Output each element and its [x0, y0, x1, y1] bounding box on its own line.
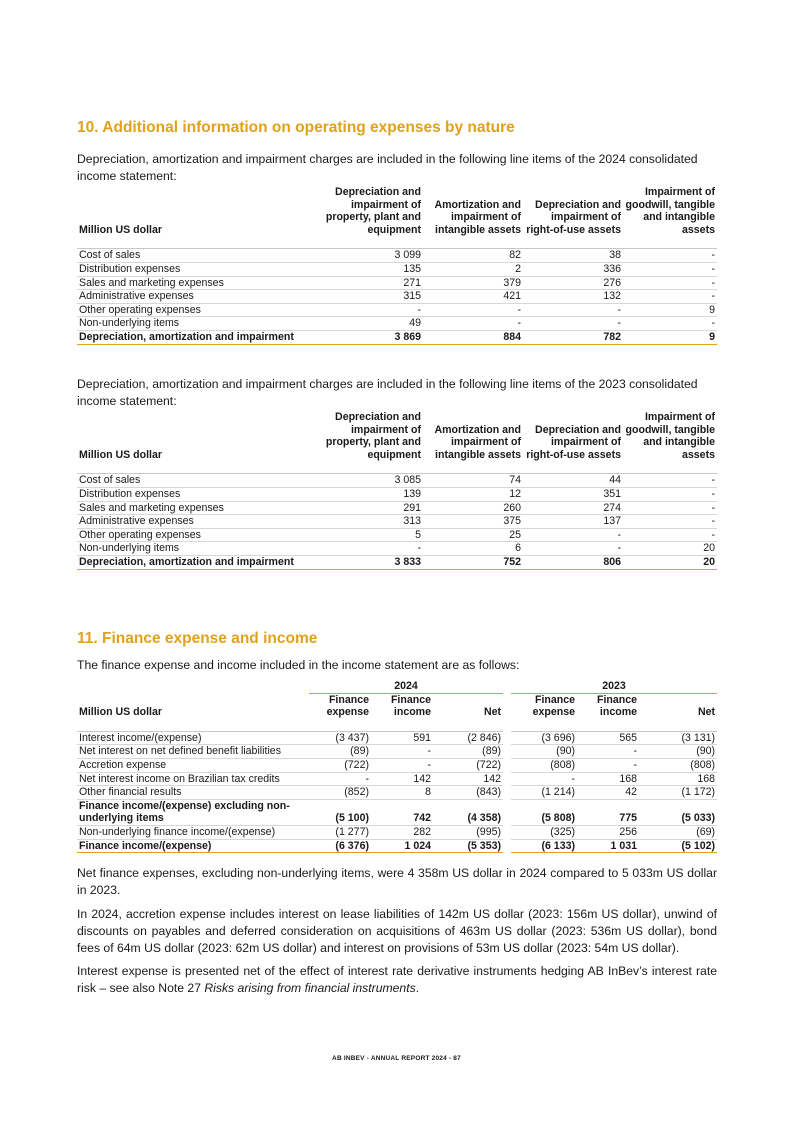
row-label: Non-underlying items: [77, 542, 303, 556]
row-label: Administrative expenses: [77, 290, 303, 304]
year-header-2023: 2023: [511, 680, 717, 693]
row-label: Non-underlying items: [77, 317, 303, 331]
finance-paragraph-1: Net finance expenses, excluding non-underlying items, were 4 358m US dollar in 2024 compared to 5 033m US dollar in 2023.: [77, 866, 717, 897]
row-label: Finance income/(expense) excluding non-underlying items: [77, 799, 309, 825]
total-label: Depreciation, amortization and impairment: [77, 330, 303, 344]
cell-value: (995): [433, 825, 503, 839]
cell-value: -: [623, 249, 717, 263]
cell-value: 132: [523, 290, 623, 304]
cell-value: (3 131): [639, 731, 717, 745]
total-value: 20: [623, 555, 717, 569]
row-label: Interest income/(expense): [77, 731, 309, 745]
cell-value: 351: [523, 487, 623, 501]
cell-value: 74: [423, 474, 523, 488]
cell-value: 1 031: [577, 839, 639, 853]
col-header-label: Million US dollar: [79, 448, 162, 461]
cell-value: 375: [423, 515, 523, 529]
cell-value: -: [303, 303, 423, 317]
table-row: [77, 745, 717, 759]
col-header-rou: Depreciation and impairment of right-of-use assets: [526, 198, 621, 236]
cell-value: 276: [523, 276, 623, 290]
col-header-rou: Depreciation and impairment of right-of-use assets: [526, 423, 621, 461]
table-row: [77, 501, 717, 515]
cell-value: -: [623, 474, 717, 488]
row-label: Non-underlying finance income/(expense): [77, 825, 309, 839]
cell-value: (722): [433, 758, 503, 772]
col-header-goodwill: Impairment of goodwill, tangible and intangible assets: [625, 186, 715, 236]
cell-value: -: [511, 772, 577, 786]
col-header-ppe: Depreciation and impairment of property, plant and equipment: [325, 186, 421, 236]
cell-value: -: [623, 528, 717, 542]
cell-value: 291: [303, 501, 423, 515]
cell-value: 5: [303, 528, 423, 542]
row-label: Other operating expenses: [77, 303, 303, 317]
row-label: Cost of sales: [77, 249, 303, 263]
col-header-label: Million US dollar: [79, 223, 162, 236]
col-header-net-2024: Net: [483, 706, 502, 719]
cell-value: -: [577, 745, 639, 759]
row-label: Distribution expenses: [77, 262, 303, 276]
cell-value: 315: [303, 290, 423, 304]
table-row: [77, 772, 717, 786]
cell-value: 775: [577, 799, 639, 825]
cell-value: 421: [423, 290, 523, 304]
cell-value: -: [523, 317, 623, 331]
row-label: Finance income/(expense): [77, 839, 309, 853]
cell-value: 260: [423, 501, 523, 515]
row-label: Accretion expense: [77, 758, 309, 772]
table-row: [77, 249, 717, 263]
cell-value: 256: [577, 825, 639, 839]
cell-value: (1 214): [511, 786, 577, 800]
cell-value: (89): [309, 745, 371, 759]
cell-value: 12: [423, 487, 523, 501]
table-row: [77, 474, 717, 488]
table-row: [77, 825, 717, 839]
cell-value: (808): [511, 758, 577, 772]
cell-value: (69): [639, 825, 717, 839]
table-row: [77, 786, 717, 800]
finance-table: [77, 680, 717, 853]
cell-value: (5 102): [639, 839, 717, 853]
table-row: [77, 758, 717, 772]
cell-value: 274: [523, 501, 623, 515]
table-body: [77, 463, 717, 569]
row-label: Administrative expenses: [77, 515, 303, 529]
cell-value: -: [623, 276, 717, 290]
cell-value: 82: [423, 249, 523, 263]
col-header-intangible: Amortization and impairment of intangible assets: [434, 423, 521, 461]
total-row: [77, 330, 717, 344]
cell-value: (3 696): [511, 731, 577, 745]
col-header-income-2024: Finance income: [390, 693, 431, 719]
cell-value: -: [423, 303, 523, 317]
depreciation-table-2023: [77, 411, 717, 570]
table-body: [77, 238, 717, 344]
cell-value: 142: [371, 772, 433, 786]
col-header-intangible: Amortization and impairment of intangible assets: [434, 198, 521, 236]
col-header-income-2023: Finance income: [596, 693, 638, 719]
cell-value: -: [523, 303, 623, 317]
cell-value: 9: [623, 303, 717, 317]
cell-value: 336: [523, 262, 623, 276]
cell-value: (5 353): [433, 839, 503, 853]
row-label: Other operating expenses: [77, 528, 303, 542]
total-value: 884: [423, 330, 523, 344]
intro-2024: Depreciation, amortization and impairment charges are included in the following line items of the 2024 consolidated income statement:: [77, 152, 698, 183]
table-row: [77, 303, 717, 317]
total-value: 3 833: [303, 555, 423, 569]
cell-value: 49: [303, 317, 423, 331]
row-label: Sales and marketing expenses: [77, 501, 303, 515]
row-label: Cost of sales: [77, 474, 303, 488]
cell-value: (5 033): [639, 799, 717, 825]
cell-value: (843): [433, 786, 503, 800]
total-value: 752: [423, 555, 523, 569]
finance-paragraph-3: [77, 963, 717, 997]
cell-value: (722): [309, 758, 371, 772]
row-label: Other financial results: [77, 786, 309, 800]
table-row: [77, 290, 717, 304]
paragraph-3-text: Interest expense is presented net of the effect of interest rate derivative instruments hedging AB InBev’s interest rate risk – see also Note 27: [77, 964, 717, 995]
cell-value: 271: [303, 276, 423, 290]
paragraph-3-end: .: [415, 981, 420, 995]
finance-paragraph-2: In 2024, accretion expense includes interest on lease liabilities of 142m US dollar (2023: 156m US dollar), unwind of discounts on payables and deferred consideration on acquisitions of 463m US dollar (2023: 536m US dollar), bond fees of 64m US dollar (2023: 62m US dollar) and interest on provisions of 53m US dollar (2023: 54m US dollar).: [77, 907, 717, 955]
cell-value: 135: [303, 262, 423, 276]
cell-value: 3 099: [303, 249, 423, 263]
note-reference: Risks arising from financial instruments: [204, 981, 416, 995]
cell-value: (3 437): [309, 731, 371, 745]
cell-value: (6 376): [309, 839, 371, 853]
cell-value: 313: [303, 515, 423, 529]
cell-value: 44: [523, 474, 623, 488]
page-footer: AB INBEV - ANNUAL REPORT 2024 - 87: [332, 1055, 461, 1062]
cell-value: 168: [577, 772, 639, 786]
total-value: 806: [523, 555, 623, 569]
cell-value: 2: [423, 262, 523, 276]
cell-value: -: [309, 772, 371, 786]
total-value: 3 869: [303, 330, 423, 344]
cell-value: (4 358): [433, 799, 503, 825]
cell-value: 3 085: [303, 474, 423, 488]
cell-value: -: [577, 758, 639, 772]
row-label: Net interest income on Brazilian tax credits: [77, 772, 309, 786]
cell-value: 137: [523, 515, 623, 529]
cell-value: 282: [371, 825, 433, 839]
total-row: [77, 839, 717, 853]
table-row: [77, 528, 717, 542]
col-header-label: Million US dollar: [79, 706, 162, 719]
cell-value: 25: [423, 528, 523, 542]
total-value: 782: [523, 330, 623, 344]
cell-value: -: [623, 501, 717, 515]
total-value: 9: [623, 330, 717, 344]
cell-value: 8: [371, 786, 433, 800]
finance-intro: The finance expense and income included in the income statement are as follows:: [77, 658, 520, 672]
cell-value: 565: [577, 731, 639, 745]
total-row: [77, 555, 717, 569]
cell-value: 142: [433, 772, 503, 786]
cell-value: (90): [639, 745, 717, 759]
cell-value: (90): [511, 745, 577, 759]
cell-value: 168: [639, 772, 717, 786]
cell-value: 139: [303, 487, 423, 501]
cell-value: (2 846): [433, 731, 503, 745]
cell-value: -: [523, 528, 623, 542]
cell-value: (6 133): [511, 839, 577, 853]
cell-value: -: [423, 317, 523, 331]
section-11-title: 11. Finance expense and income: [77, 630, 318, 647]
year-header-2024: 2024: [309, 680, 503, 693]
cell-value: (852): [309, 786, 371, 800]
cell-value: -: [371, 758, 433, 772]
col-header-goodwill: Impairment of goodwill, tangible and intangible assets: [625, 411, 715, 461]
cell-value: -: [523, 542, 623, 556]
subtotal-row: [77, 799, 717, 825]
cell-value: -: [371, 745, 433, 759]
cell-value: 20: [623, 542, 717, 556]
cell-value: -: [303, 542, 423, 556]
cell-value: -: [623, 290, 717, 304]
table-row: [77, 731, 717, 745]
cell-value: -: [623, 515, 717, 529]
table-row: [77, 487, 717, 501]
cell-value: 591: [371, 731, 433, 745]
cell-value: 42: [577, 786, 639, 800]
cell-value: -: [623, 487, 717, 501]
cell-value: (5 100): [309, 799, 371, 825]
cell-value: 6: [423, 542, 523, 556]
cell-value: (808): [639, 758, 717, 772]
cell-value: (1 172): [639, 786, 717, 800]
row-label: Net interest on net defined benefit liabilities: [77, 745, 309, 759]
cell-value: 38: [523, 249, 623, 263]
depreciation-table-2024: [77, 186, 717, 345]
cell-value: 379: [423, 276, 523, 290]
cell-value: (1 277): [309, 825, 371, 839]
finance-table-body: [77, 721, 717, 853]
cell-value: (5 808): [511, 799, 577, 825]
table-row: [77, 515, 717, 529]
cell-value: -: [623, 317, 717, 331]
section-10-title: 10. Additional information on operating expenses by nature: [77, 119, 515, 136]
total-label: Depreciation, amortization and impairment: [77, 555, 303, 569]
col-header-net-2023: Net: [697, 706, 716, 719]
cell-value: (89): [433, 745, 503, 759]
intro-2023: Depreciation, amortization and impairment charges are included in the following line items of the 2023 consolidated income statement:: [77, 377, 698, 408]
cell-value: 742: [371, 799, 433, 825]
cell-value: 1 024: [371, 839, 433, 853]
col-header-ppe: Depreciation and impairment of property, plant and equipment: [325, 411, 421, 461]
col-header-expense-2024: Finance expense: [326, 693, 369, 719]
table-row: [77, 317, 717, 331]
cell-value: (325): [511, 825, 577, 839]
table-row: [77, 276, 717, 290]
table-row: [77, 542, 717, 556]
cell-value: -: [623, 262, 717, 276]
row-label: Sales and marketing expenses: [77, 276, 303, 290]
row-label: Distribution expenses: [77, 487, 303, 501]
col-header-expense-2023: Finance expense: [532, 693, 576, 719]
table-row: [77, 262, 717, 276]
